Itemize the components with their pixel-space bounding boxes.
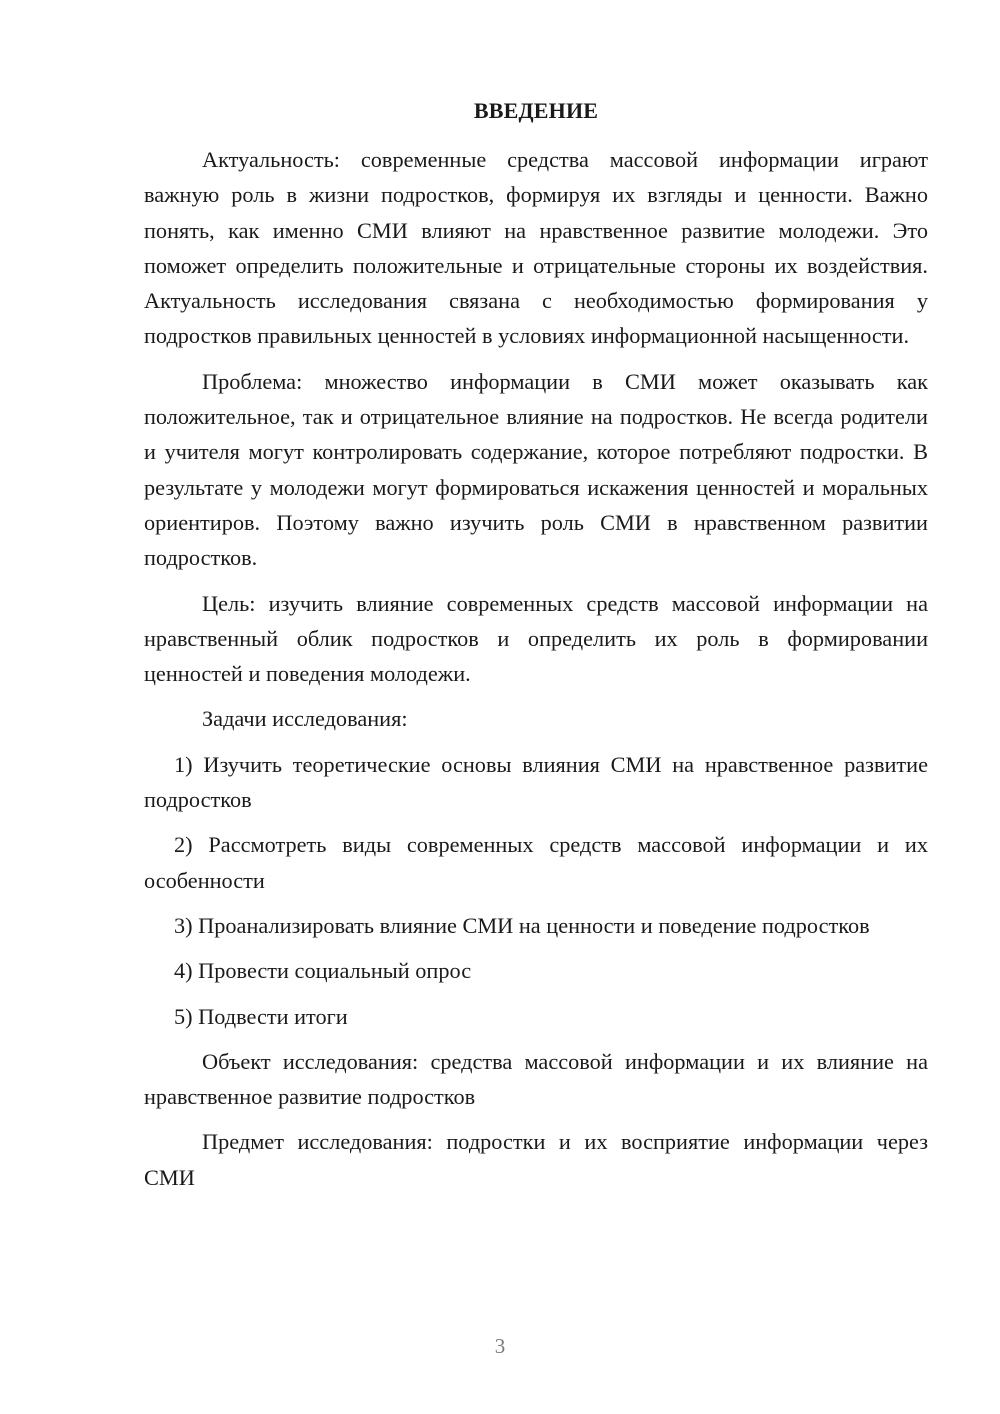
paragraph-problem: Проблема: множество информации в СМИ может оказывать как положительное, так и отрицательное влияние на подростков. Не всегда родители и учителя могут контролировать содержание, которое потребляют подростки. В результате у молодежи могут формироваться искажения ценностей и моральных ориентиров. Поэтому важно изучить роль СМИ в нравственном развитии подростков. bbox=[144, 368, 928, 571]
task-item-2: 2) Рассмотреть виды современных средств массовой информации и их особенности bbox=[144, 832, 928, 893]
paragraph-object: Объект исследования: средства массовой информации и их влияние на нравственное развитие подростков bbox=[144, 1048, 928, 1110]
task-item-3: 3) Проанализировать влияние СМИ на ценности и поведение подростков bbox=[174, 912, 870, 938]
paragraph-tasks-title: Задачи исследования: bbox=[202, 706, 408, 732]
page-number: 3 bbox=[494, 1334, 506, 1358]
section-heading: ВВЕДЕНИЕ bbox=[473, 98, 599, 123]
task-item-1: 1) Изучить теоретические основы влияния СМИ на нравственное развитие подростков bbox=[144, 751, 928, 813]
paragraph-goal: Цель: изучить влияние современных средств массовой информации на нравственный облик подростков и определить их роль в формировании ценностей и поведения молодежи. bbox=[144, 590, 928, 687]
task-item-4: 4) Провести социальный опрос bbox=[174, 958, 472, 984]
paragraph-relevance: Актуальность: современные средства массовой информации играют важную роль в жизни подростков, формируя их взгляды и ценности. Важно понять, как именно СМИ влияют на нравственное развитие молодежи. Это поможет определить положительные и отрицательные стороны их воздействия. Актуальность исследования связана с необходимостью формирования у подростков правильных ценностей в условиях информационной насыщенности. bbox=[144, 147, 928, 349]
task-item-5: 5) Подвести итоги bbox=[174, 1003, 348, 1029]
document-body bbox=[144, 142, 928, 1205]
paragraph-subject: Предмет исследования: подростки и их восприятие информации через СМИ bbox=[144, 1129, 928, 1190]
